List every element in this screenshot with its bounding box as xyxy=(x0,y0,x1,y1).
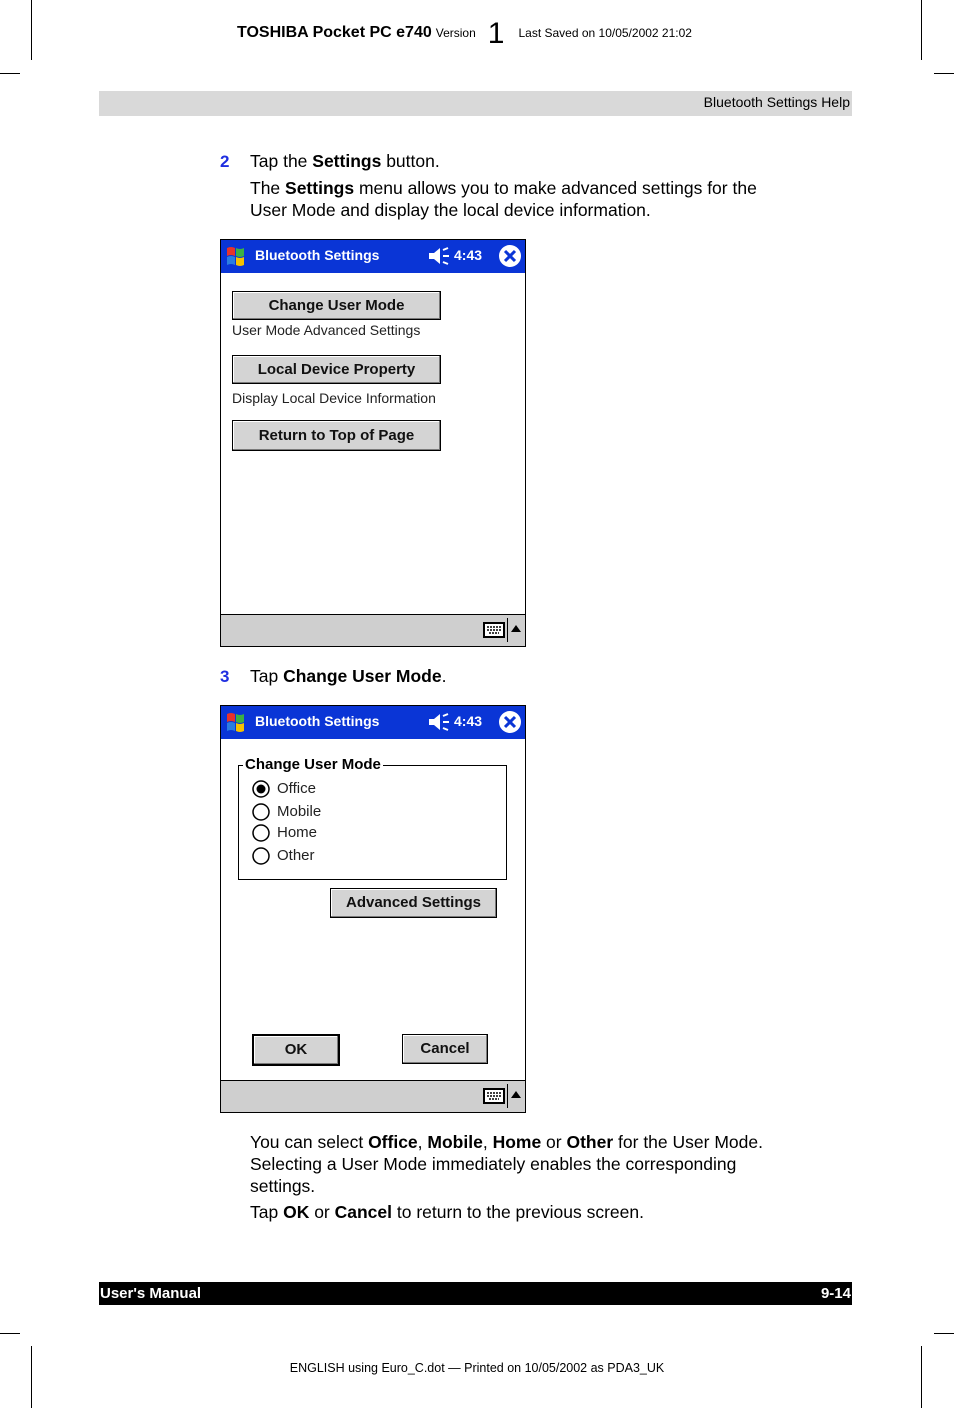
advanced-settings-button[interactable]: Advanced Settings xyxy=(330,888,497,918)
text-bold: Mobile xyxy=(427,1132,483,1152)
windows-start-icon[interactable] xyxy=(224,244,250,268)
text-bold: Cancel xyxy=(334,1202,393,1222)
windows-start-icon[interactable] xyxy=(224,710,250,734)
ok-button[interactable]: OK xyxy=(252,1034,340,1066)
local-device-subtitle: Display Local Device Information xyxy=(232,390,436,406)
text: User Mode and display the local device information. xyxy=(250,200,651,220)
title-bar xyxy=(221,240,525,273)
text: Selecting a User Mode immediately enables the corresponding xyxy=(250,1154,737,1174)
close-icon[interactable] xyxy=(498,244,522,268)
product-name: TOSHIBA Pocket PC e740 xyxy=(237,24,432,41)
text: , xyxy=(482,1132,493,1152)
title-bar xyxy=(221,706,525,739)
change-user-mode-button[interactable]: Change User Mode xyxy=(232,291,441,320)
window-title: Bluetooth Settings xyxy=(255,247,380,263)
closing-paragraph xyxy=(250,1131,763,1197)
crop-mark xyxy=(921,1346,922,1408)
crop-mark xyxy=(31,0,32,60)
crop-mark xyxy=(31,1346,32,1408)
user-mode-group xyxy=(238,756,507,880)
return-to-top-button[interactable]: Return to Top of Page xyxy=(232,420,441,451)
speaker-icon[interactable] xyxy=(427,246,451,266)
group-label: Change User Mode xyxy=(245,756,381,773)
text-bold: Settings xyxy=(312,151,382,171)
arrow-up-icon[interactable] xyxy=(511,1090,521,1098)
crop-mark xyxy=(934,73,954,74)
text: or xyxy=(541,1132,567,1152)
closing-instruction xyxy=(250,1201,644,1223)
print-info: ENGLISH using Euro_C.dot — Printed on 10/05/2002 as PDA3_UK xyxy=(289,1361,665,1375)
text-bold: Office xyxy=(368,1132,418,1152)
text: You can select xyxy=(250,1132,369,1152)
keyboard-icon[interactable] xyxy=(483,622,505,638)
text-bold: Other xyxy=(566,1132,614,1152)
keyboard-icon[interactable] xyxy=(483,1088,505,1104)
separator xyxy=(507,1084,508,1108)
arrow-up-icon[interactable] xyxy=(511,624,521,632)
step-2 xyxy=(220,150,229,173)
step-2-instruction xyxy=(250,150,440,172)
text-bold: OK xyxy=(283,1202,310,1222)
close-icon[interactable] xyxy=(498,710,522,734)
step-3-instruction xyxy=(250,665,446,687)
local-device-property-button[interactable]: Local Device Property xyxy=(232,355,441,384)
step-number: 2 xyxy=(220,152,230,171)
radio-home[interactable] xyxy=(252,824,270,842)
crop-mark xyxy=(0,1333,20,1334)
page-header xyxy=(237,17,692,51)
separator xyxy=(507,618,508,642)
crop-mark xyxy=(0,73,20,74)
text-bold: Settings xyxy=(285,178,355,198)
text: menu allows you to make advanced settings for the xyxy=(354,178,757,198)
radio-label-office[interactable]: Office xyxy=(277,780,316,797)
text-bold: Home xyxy=(492,1132,542,1152)
cancel-button[interactable]: Cancel xyxy=(402,1034,488,1064)
radio-label-other[interactable]: Other xyxy=(277,847,315,864)
text: button. xyxy=(381,151,440,171)
clock[interactable]: 4:43 xyxy=(454,247,483,263)
taskbar xyxy=(221,1080,525,1112)
section-band xyxy=(99,91,852,116)
radio-mobile[interactable] xyxy=(252,803,270,821)
crop-mark xyxy=(934,1333,954,1334)
window-title: Bluetooth Settings xyxy=(255,713,380,729)
crop-mark xyxy=(921,0,922,60)
text: Tap xyxy=(250,1202,284,1222)
text: or xyxy=(309,1202,335,1222)
text: , xyxy=(417,1132,428,1152)
version-number: 1 xyxy=(487,17,505,50)
footer-manual-label: User's Manual xyxy=(100,1285,202,1302)
step-2-description xyxy=(250,177,757,221)
radio-label-mobile[interactable]: Mobile xyxy=(277,803,322,820)
section-label: Bluetooth Settings Help xyxy=(703,94,850,110)
text: The xyxy=(250,178,286,198)
last-saved: Last Saved on 10/05/2002 21:02 xyxy=(518,26,692,40)
radio-other[interactable] xyxy=(252,847,270,865)
version-label: Version xyxy=(435,26,476,40)
text: Tap xyxy=(250,666,284,686)
text-bold: Change User Mode xyxy=(283,666,442,686)
page-number: 9-14 xyxy=(820,1285,851,1302)
device-screenshot-change-user-mode xyxy=(220,705,526,1113)
user-mode-subtitle: User Mode Advanced Settings xyxy=(232,322,421,338)
text: . xyxy=(441,666,447,686)
radio-label-home[interactable]: Home xyxy=(277,824,318,841)
device-screenshot-settings xyxy=(220,239,526,647)
page-footer xyxy=(99,1282,852,1305)
text: Tap the xyxy=(250,151,313,171)
step-number: 3 xyxy=(220,667,230,686)
text: for the User Mode. xyxy=(613,1132,763,1152)
radio-office[interactable] xyxy=(252,780,270,798)
taskbar xyxy=(221,614,525,646)
speaker-icon[interactable] xyxy=(427,712,451,732)
clock[interactable]: 4:43 xyxy=(454,713,483,729)
text: to return to the previous screen. xyxy=(392,1202,644,1222)
text: settings. xyxy=(250,1176,316,1196)
step-3 xyxy=(220,665,229,688)
